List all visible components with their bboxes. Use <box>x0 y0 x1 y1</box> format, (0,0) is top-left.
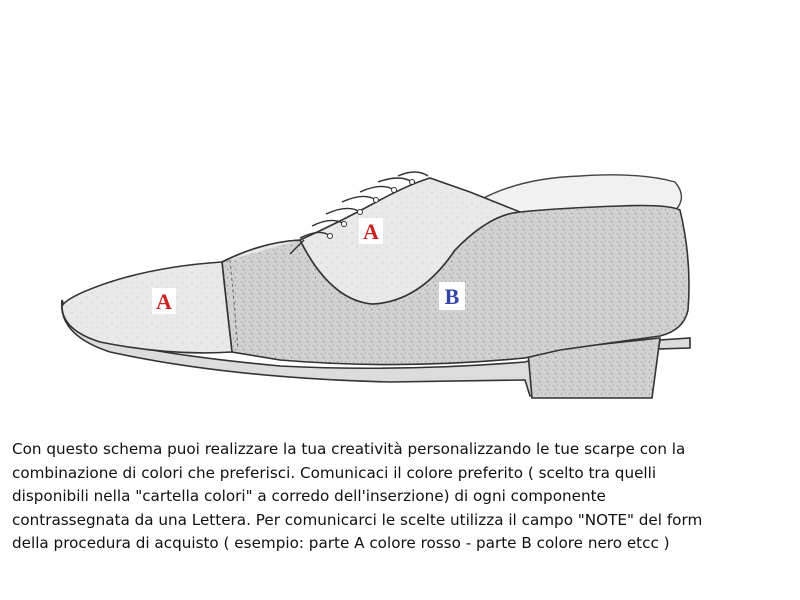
instructions-line: Con questo schema puoi realizzare la tua creatività personalizzando le tue scarpe con la <box>12 440 686 458</box>
instructions-line: contrassegnata da una Lettera. Per comunicarci le scelte utilizza il campo "NOTE" del form <box>12 510 703 529</box>
part-label-vamp: A <box>363 219 379 244</box>
part-label-toe-cap: A <box>156 289 172 314</box>
part-label-quarter: B <box>444 284 460 309</box>
instructions-line: disponibili nella "cartella colori" a corredo dell'inserzione) di ogni componente <box>12 487 606 506</box>
instructions-text <box>12 438 792 556</box>
instructions-line: della procedura di acquisto ( esempio: parte A colore rosso - parte B colore nero etcc ) <box>12 534 670 553</box>
instructions-line: combinazione di colori che preferisci. Comunicaci il colore preferito ( scelto tra quelli <box>12 463 657 482</box>
